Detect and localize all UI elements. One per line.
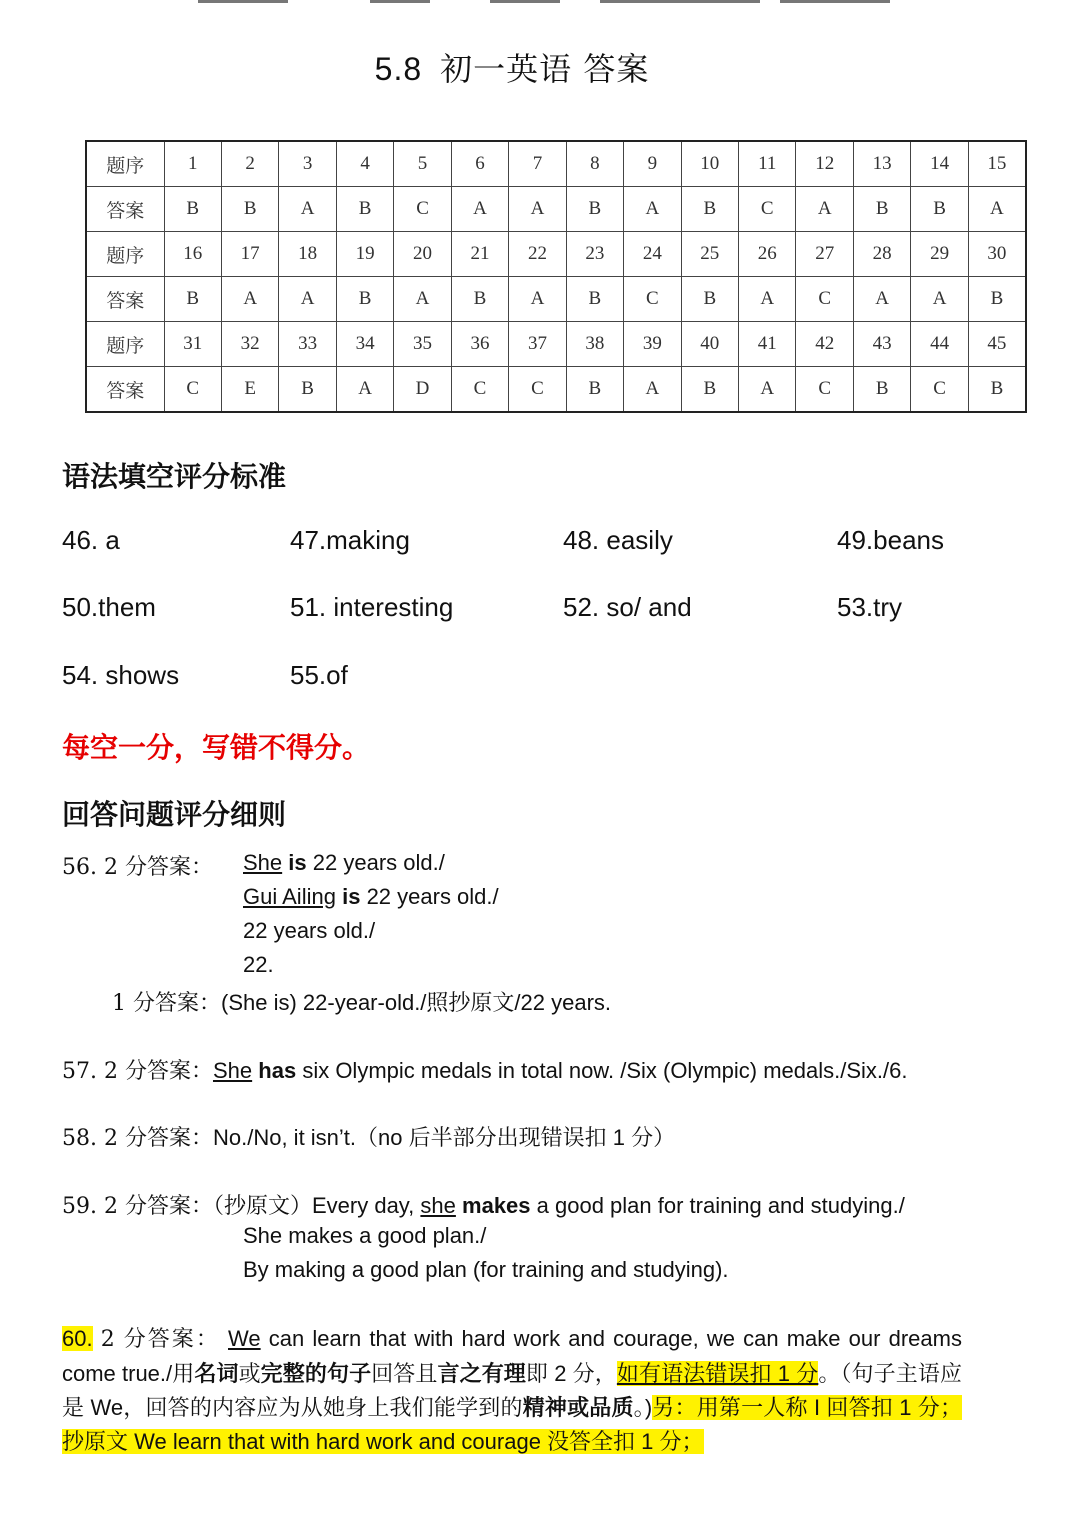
answer-cell: 7 [509, 141, 566, 187]
answer-cell: B [681, 367, 738, 413]
answer-table-row [86, 277, 1026, 322]
q58-answer: 58. 2 分答案：No./No, it isn’t.（no 后半部分出现错误扣 1 分） [62, 1125, 676, 1151]
answer-cell: C [796, 277, 853, 322]
answer-cell: A [739, 277, 796, 322]
answer-cell: A [796, 187, 853, 232]
title-number: 5.8 [374, 51, 423, 87]
answer-cell: 38 [566, 322, 623, 367]
q60-extra-deduction: 另：用第一人称 I 回答扣 1 分；抄原文 We learn that with hard work and courage 没答全扣 1 分； [62, 1395, 962, 1454]
q59-line1: 59. 2 分答案：（抄原文）Every day, she makes a good plan for training and studying./ [62, 1193, 905, 1219]
answer-cell: 17 [221, 232, 278, 277]
answer-cell: A [221, 277, 278, 322]
answer-cell: 33 [279, 322, 336, 367]
answer-cell: B [566, 277, 623, 322]
answer-table-row [86, 232, 1026, 277]
answer-cell: 11 [739, 141, 796, 187]
q56-one-point: 1 分答案：(She is) 22-year-old./照抄原文/22 years. [112, 990, 612, 1016]
answer-cell: A [911, 277, 968, 322]
answer-table-row [86, 141, 1026, 187]
answer-cell: 8 [566, 141, 623, 187]
answer-cell: B [451, 277, 508, 322]
row-header-cell: 题序 [86, 232, 164, 277]
grammar-answer: 51. interesting [290, 592, 454, 622]
answer-cell: B [164, 187, 221, 232]
answer-cell: 23 [566, 232, 623, 277]
top-border-fragments [0, 0, 1080, 6]
grammar-answer: 55.of [290, 660, 348, 690]
answer-cell: B [566, 367, 623, 413]
q56-line4: 22. [243, 952, 274, 977]
answer-cell: 34 [336, 322, 393, 367]
answer-cell: 36 [451, 322, 508, 367]
answer-cell: A [394, 277, 451, 322]
answer-cell: E [221, 367, 278, 413]
answer-cell: B [566, 187, 623, 232]
grammar-answer: 47.making [290, 525, 410, 555]
answer-cell: A [853, 277, 910, 322]
answer-cell: B [164, 277, 221, 322]
answer-cell: C [451, 367, 508, 413]
q56-line1: She is 22 years old./ [243, 850, 445, 875]
grammar-answer: 46. a [62, 525, 120, 555]
grammar-answer: 48. easily [563, 525, 673, 555]
answer-cell: 42 [796, 322, 853, 367]
answer-cell: C [509, 367, 566, 413]
answer-cell: 18 [279, 232, 336, 277]
answer-cell: 40 [681, 322, 738, 367]
q59-line2: She makes a good plan./ [243, 1223, 487, 1248]
q60-number: 60. [62, 1326, 93, 1351]
answer-cell: 26 [739, 232, 796, 277]
answer-cell: 25 [681, 232, 738, 277]
answer-cell: 41 [739, 322, 796, 367]
grammar-scoring-note: 每空一分，写错不得分。 [62, 731, 371, 764]
answer-table-row [86, 187, 1026, 232]
answer-cell: A [624, 367, 681, 413]
answer-cell: 10 [681, 141, 738, 187]
q57-answer: 57. 2 分答案：She has six Olympic medals in total now. /Six (Olympic) medals./Six./6. [62, 1058, 908, 1084]
row-header-cell: 题序 [86, 322, 164, 367]
answer-cell: C [164, 367, 221, 413]
q59-line3: By making a good plan (for training and studying). [243, 1257, 729, 1282]
answer-cell: B [221, 187, 278, 232]
grammar-heading: 语法填空评分标准 [62, 460, 287, 493]
answer-cell: 6 [451, 141, 508, 187]
row-header-cell: 答案 [86, 187, 164, 232]
answer-cell: A [451, 187, 508, 232]
page-title [0, 44, 1024, 90]
answer-cell: 44 [911, 322, 968, 367]
row-header-cell: 题序 [86, 141, 164, 187]
grammar-answer: 53.try [837, 592, 903, 622]
answer-cell: 14 [911, 141, 968, 187]
answer-cell: 43 [853, 322, 910, 367]
answer-cell: 30 [968, 232, 1026, 277]
row-header-cell: 答案 [86, 367, 164, 413]
answer-cell: 3 [279, 141, 336, 187]
answer-cell: 9 [624, 141, 681, 187]
q60-grammar-deduction: 如有语法错误扣 1 分 [616, 1361, 819, 1386]
answer-cell: 19 [336, 232, 393, 277]
answer-cell: 16 [164, 232, 221, 277]
answer-cell: 29 [911, 232, 968, 277]
answer-cell: A [509, 187, 566, 232]
answer-cell: B [681, 187, 738, 232]
answer-table [85, 140, 1027, 413]
answer-table-row [86, 322, 1026, 367]
q56-line3: 22 years old./ [243, 918, 376, 943]
answer-cell: 45 [968, 322, 1026, 367]
q56-label: 56. 2 分答案： [62, 855, 213, 880]
answer-cell: 32 [221, 322, 278, 367]
answer-cell: C [911, 367, 968, 413]
answer-cell: 31 [164, 322, 221, 367]
q60-paragraph: 60. 2 分答案： We can learn that with hard work and courage, we can make our dreams come true./用名词或完整的句子回答且言之有理即 2 分，如有语法错误扣 1 分。（句子主语应是 We，回答的内容应为从她身上我们能学到的精神或品质。)另：用第一人称 I 回答扣 1 分；抄原文 We learn that with hard work and courage 没答全扣 1 分； [62, 1326, 962, 1454]
answer-cell: A [739, 367, 796, 413]
answer-cell: 22 [509, 232, 566, 277]
answer-cell: 37 [509, 322, 566, 367]
answer-cell: B [853, 187, 910, 232]
answer-cell: 5 [394, 141, 451, 187]
answer-cell: 39 [624, 322, 681, 367]
grammar-answer: 50.them [62, 592, 156, 622]
answer-cell: C [796, 367, 853, 413]
answer-cell: A [336, 367, 393, 413]
answer-cell: B [336, 277, 393, 322]
grammar-answer: 54. shows [62, 660, 180, 690]
q56-line2: Gui Ailing is 22 years old./ [243, 884, 499, 909]
answer-cell: B [853, 367, 910, 413]
answer-cell: A [279, 187, 336, 232]
answer-cell: A [279, 277, 336, 322]
answer-cell: 2 [221, 141, 278, 187]
answer-cell: A [968, 187, 1026, 232]
answer-cell: 4 [336, 141, 393, 187]
answer-cell: 20 [394, 232, 451, 277]
grammar-answer: 49.beans [837, 525, 944, 555]
answer-cell: B [911, 187, 968, 232]
grammar-answer: 52. so/ and [563, 592, 692, 622]
qa-heading: 回答问题评分细则 [62, 798, 287, 831]
answer-table-row [86, 367, 1026, 413]
answer-cell: D [394, 367, 451, 413]
answer-cell: 35 [394, 322, 451, 367]
answer-cell: A [624, 187, 681, 232]
answer-cell: B [681, 277, 738, 322]
answer-cell: 21 [451, 232, 508, 277]
answer-cell: B [968, 277, 1026, 322]
answer-cell: 1 [164, 141, 221, 187]
answer-cell: C [394, 187, 451, 232]
answer-cell: A [509, 277, 566, 322]
answer-cell: C [624, 277, 681, 322]
answer-cell: C [739, 187, 796, 232]
title-text: 初一英语 答案 [440, 50, 650, 88]
answer-cell: B [336, 187, 393, 232]
answer-cell: 24 [624, 232, 681, 277]
answer-cell: B [279, 367, 336, 413]
answer-cell: 27 [796, 232, 853, 277]
row-header-cell: 答案 [86, 277, 164, 322]
answer-cell: B [968, 367, 1026, 413]
answer-cell: 15 [968, 141, 1026, 187]
answer-cell: 13 [853, 141, 910, 187]
answer-cell: 28 [853, 232, 910, 277]
answer-cell: 12 [796, 141, 853, 187]
